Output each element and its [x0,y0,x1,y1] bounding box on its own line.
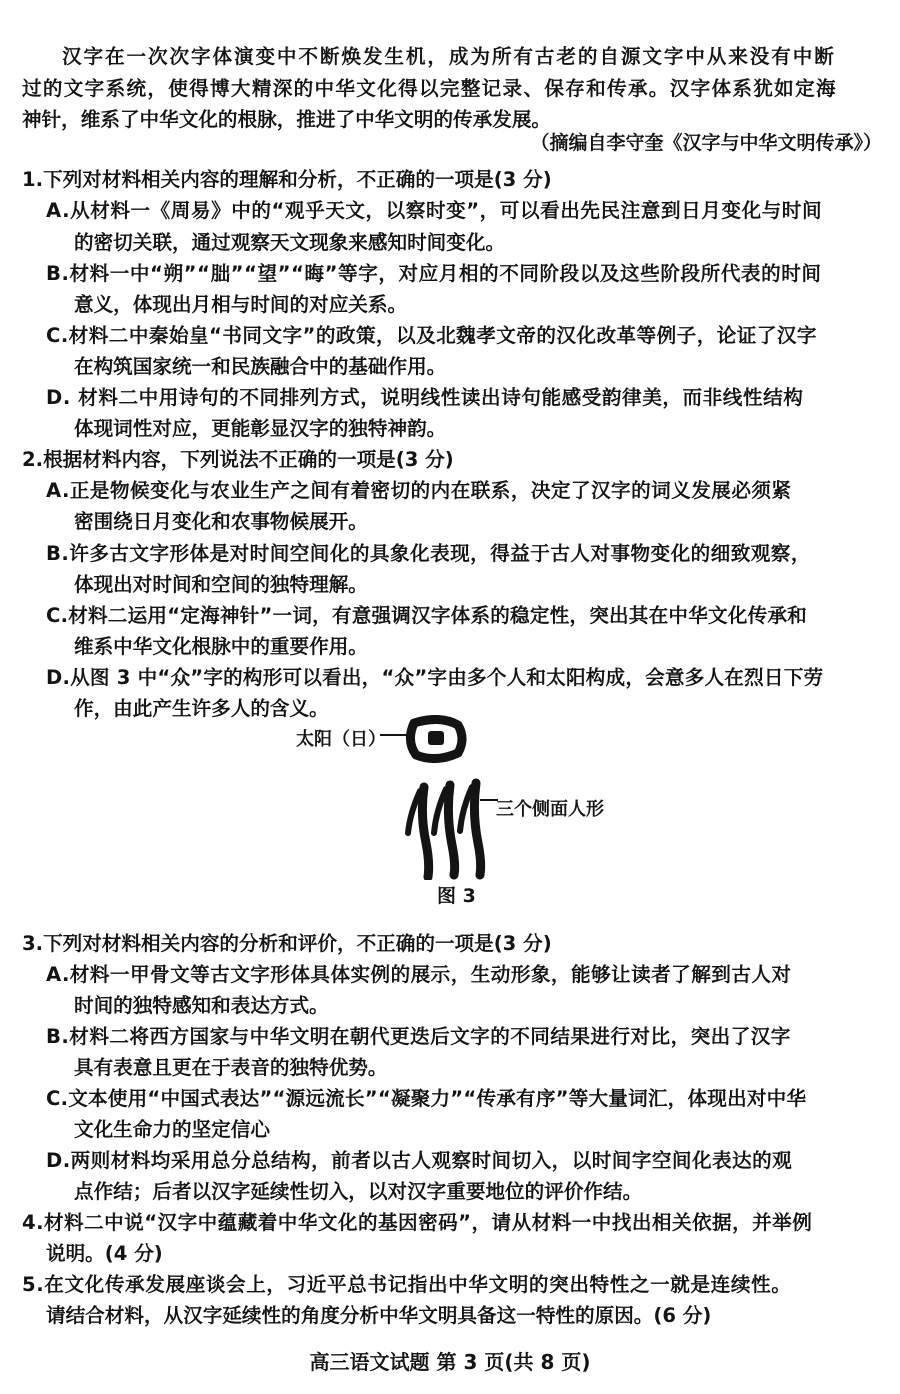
q3-option-a-line2: 时间的独特感知和表达方式。 [74,994,329,1017]
source-citation: （摘编自李守奎《汉字与中华文明传承》） [530,132,882,154]
figure-caption: 图 3 [437,885,476,907]
q5-line-1: 5.在文化传承发展座谈会上，习近平总书记指出中华文明的突出特性之一就是连续性。 [22,1273,792,1296]
figure-label-people: 三个侧面人形 [496,799,604,820]
q1-option-a-line2: 的密切关联，通过观察天文现象来感知时间变化。 [74,231,506,254]
q3-stem: 3.下列对材料相关内容的分析和评价，不正确的一项是(3 分) [22,932,552,955]
q2-option-c-line2: 维系中华文化根脉中的重要作用。 [74,635,368,658]
page-footer: 高三语文试题 第 3 页(共 8 页) [309,1350,591,1374]
q3-option-b-line2: 具有表意且更在于表音的独特优势。 [74,1056,388,1079]
q5-line-2: 请结合材料，从汉字延续性的角度分析中华文明具备这一特性的原因。(6 分) [46,1304,712,1327]
q1-option-d-line1: D. 材料二中用诗句的不同排列方式，说明线性读出诗句能感受韵律美，而非线性结构 [46,386,804,409]
intro-line-3: 神针，维系了中华文化的根脉，推进了中华文明的传承发展。 [22,108,552,131]
q3-option-d-line1: D.两则材料均采用总分总结构，前者以古人观察时间切入，以时间字空间化表达的观 [46,1149,793,1172]
q3-option-a-line1: A.材料一甲骨文等古文字形体具体实例的展示，生动形象，能够让读者了解到古人对 [46,963,792,986]
q3-option-d-line2: 点作结；后者以汉字延续性切入，以对汉字重要地位的评价作结。 [74,1180,643,1203]
intro-line-1: 汉字在一次次字体演变中不断焕发生机，成为所有古老的自源文字中从来没有中断 [62,45,836,68]
intro-line-2: 过的文字系统，使得博大精深的中华文化得以完整记录、保存和传承。汉字体系犹如定海 [22,77,837,100]
q1-option-a-line1: A.从材料一《周易》中的“观乎天文，以察时变”，可以看出先民注意到日月变化与时间 [46,199,823,222]
q3-option-b-line1: B.材料二将西方国家与中华文明在朝代更迭后文字的不同结果进行对比，突出了汉字 [46,1025,791,1048]
q2-option-a-line2: 密围绕日月变化和农事物候展开。 [74,510,368,533]
q4-line-2: 说明。(4 分) [46,1242,163,1265]
q1-option-c-line1: C.材料二中秦始皇“书同文字”的政策，以及北魏孝文帝的汉化改革等例子，论证了汉字 [46,324,817,347]
q2-option-a-line1: A.正是物候变化与农业生产之间有着密切的内在联系，决定了汉字的词义发展必须紧 [46,479,792,502]
figure-label-sun: 太阳（日） [296,729,386,750]
q2-option-b-line1: B.许多古文字形体是对时间空间化的具象化表现，得益于古人对事物变化的细致观察， [46,542,811,565]
q1-option-c-line2: 在构筑国家统一和民族融合中的基础作用。 [74,355,447,378]
q4-line-1: 4.材料二中说“汉字中蕴藏着中华文化的基因密码”，请从材料一中找出相关依据，并举例 [22,1211,813,1234]
q2-option-d-line2: 作，由此产生许多人的含义。 [74,697,329,720]
q2-option-b-line2: 体现出对时间和空间的独特理解。 [74,573,368,596]
q3-option-c-line1: C.文本使用“中国式表达”“源远流长”“凝聚力”“传承有序”等大量词汇，体现出对中华 [46,1087,807,1110]
q1-option-b-line1: B.材料一中“朔”“朏”“望”“晦”等字，对应月相的不同阶段以及这些阶段所代表的时间 [46,262,822,285]
q1-option-d-line2: 体现词性对应，更能彰显汉字的独特神韵。 [74,417,447,440]
q1-option-b-line2: 意义，体现出月相与时间的对应关系。 [74,293,408,316]
oracle-bone-zhong-glyph [380,715,510,880]
q3-option-c-line2: 文化生命力的坚定信心 [74,1118,270,1141]
q2-option-d-line1: D.从图 3 中“众”字的构形可以看出，“众”字由多个人和太阳构成，会意多人在烈日下劳 [46,666,824,689]
q2-option-c-line1: C.材料二运用“定海神针”一词，有意强调汉字体系的稳定性，突出其在中华文化传承和 [46,604,807,627]
q1-stem: 1.下列对材料相关内容的理解和分析，不正确的一项是(3 分) [22,168,552,191]
q2-stem: 2.根据材料内容，下列说法不正确的一项是(3 分) [22,448,454,471]
